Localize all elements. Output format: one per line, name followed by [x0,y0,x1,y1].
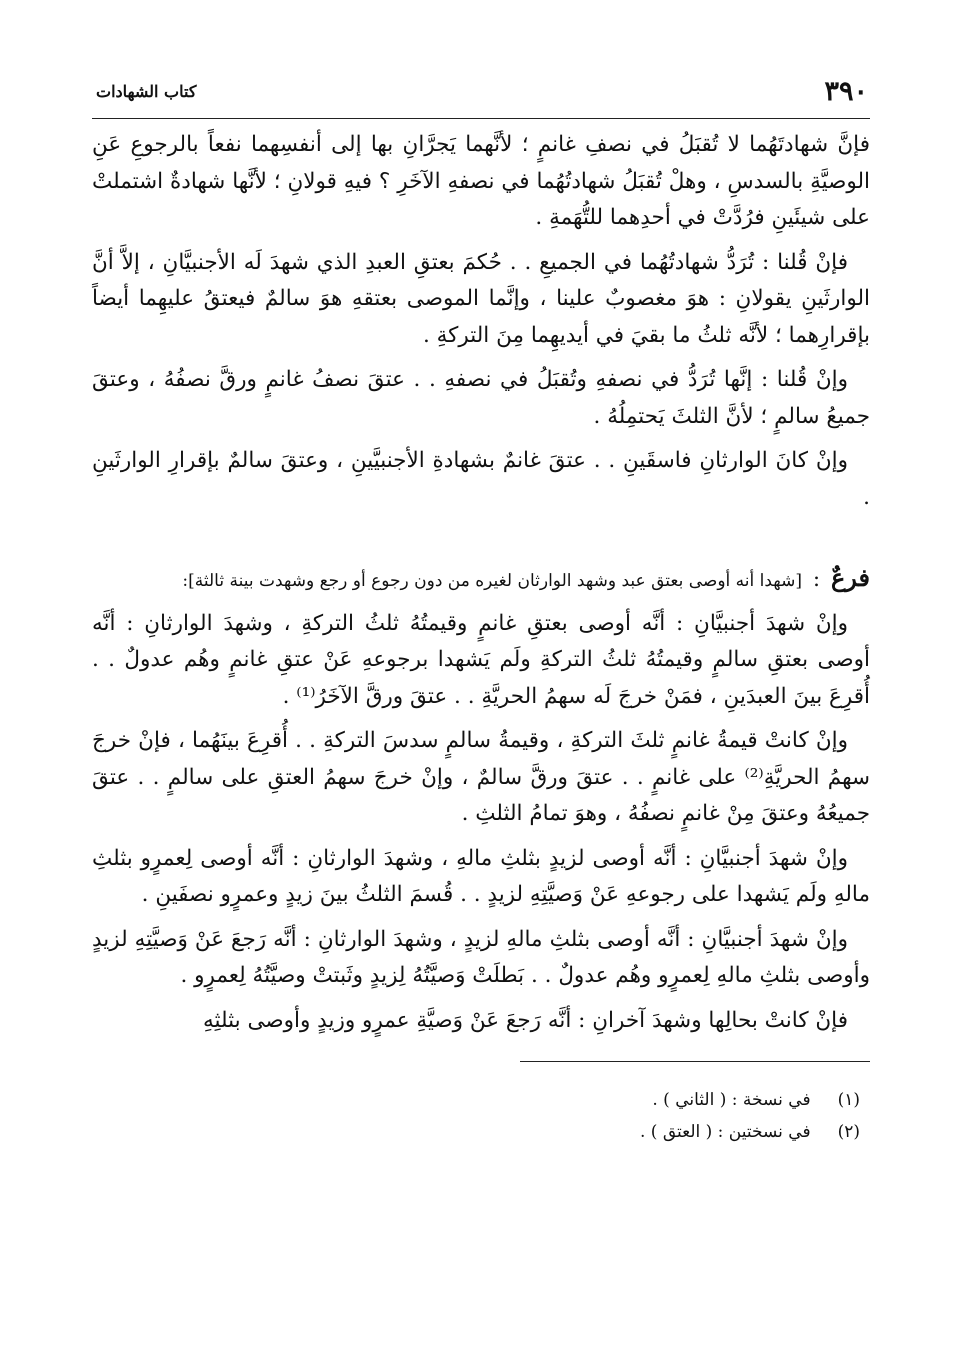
branch-label: فرعٌ [830,563,870,592]
page-header [92,70,870,119]
main-text [92,119,870,1039]
running-title: كتاب الشهادات [96,82,197,101]
footnotes [92,1084,870,1148]
footnote-text: في نسخة : ( الثاني ) . [652,1090,811,1110]
paragraph: وإنْ شهدَ أجنبيَّانِ : أنَّه أوصى بعتقِ غانمٍ وقيمتُهُ ثلثُ التركةِ ، وشهدَ الوارثانِ : أنَّه أوصى بعتقِ سالمٍ وقيمتُهُ ثلثُ التركةِ ولَم يَشهدا برجوعهِ عَنْ عتقِ غانمٍ وهُم عدولٌ . . أُقرِعَ بينَ العبدَينِ ، فمَنْ خرجَ لَه سهمُ الحريَّةِ . . عتقَ ورقَّ الآخَرُ⁽¹⁾ . [92,610,870,709]
paragraph: وإنْ شهدَ أجنبيَّانِ : أنَّه أوصى لزيدٍ بثلثِ مالهِ ، وشهدَ الوارثانِ : أنَّه أوصى لِعمرٍو بثلثِ مالهِ ولَم يَشهدا على رجوعهِ عَنْ وَصيَّتِهِ لزيدٍ . . قُسمَ الثلثُ بينَ زيدٍ وعمرٍو نصفَينِ . [92,845,870,907]
paragraph: فإنَّ شهادتَهُما لا تُقبَلُ في نصفِ غانمٍ ؛ لأنَّهما يَجرَّانِ بها إلى أنفسِهما نفعاً بالرجوعِ عَنِ الوصيَّةِ بالسدسِ ، وهلْ تُقبَلُ شهادتُهُما في نصفهِ الآخَرِ ؟ فيهِ قولانِ ؛ لأنَّها شهادةٌ اشتملتْ على شيئَينِ فرُدَّتْ في أحدِهما للتُّهَمةِ . [92,132,870,230]
branch-heading: [شهدا أنه أوصى بعتق عبد وشهد الوارثان لغيره من دون رجوع أو رجع وشهدت بينة ثالثة]: [182,571,803,591]
paragraph: فإنْ كانتْ بحالِها وشهدَ آخرانِ : أنَّه رَجعَ عَنْ وَصيَّةِ عمرٍو وزيدٍ وأوصى بثلثِهِ [203,1007,848,1033]
paragraph: وإنْ قُلنا : إنَّها تُرَدُّ في نصفهِ وتُقبَلُ في نصفهِ . . عتقَ نصفُ غانمٍ ورقَّ نصفُهُ ، وعتقَ جميعُ سالمٍ ؛ لأنَّ الثلثَ يَحتمِلُهُ . [92,367,870,429]
footnote [92,1084,860,1116]
footnote-number: (٢) [837,1122,860,1142]
branch-colon: : [812,567,821,592]
paragraph: فإنْ قُلنا : تُرَدُّ شهادتُهُما في الجميعِ . . حُكمَ بعتقِ العبدِ الذي شهدَ لَه الأجنبيَّانِ ، إلاَّ أنَّ الوارثَينِ يقولانِ : هوَ مغصوبٌ علينا ، وإنَّما الموصى بعتقهِ هوَ سالمٌ فيعتقُ عليهِما أيضاً بإقرارِهما ؛ لأنَّه ثلثُ ما بقيَ في أيديهِما مِنَ التركةِ . [92,249,870,348]
page-number: ٣٩٠ [824,76,868,107]
paragraph: وإنْ كانَ الوارثانِ فاسقَينِ . . عتقَ غانمٌ بشهادةِ الأجنبيَّينِ ، وعتقَ سالمٌ بإقرارِ الوارثَينِ . [92,448,870,510]
footnote-number: (١) [837,1090,860,1110]
paragraph: وإنْ شهدَ أجنبيَّانِ : أنَّه أوصى بثلثِ مالهِ لزيدٍ ، وشهدَ الوارثانِ : أنَّه رَجعَ عَنْ وَصيَّتِهِ لزيدٍ وأوصى بثلثِ مالهِ لِعمرٍو وهُم عدولٌ . . بَطلَتْ وَصيَّتُهُ لِزيدٍ وثَبتتْ وصيَّتُهُ لِعمرٍو . [92,926,870,988]
footnote [92,1116,860,1148]
paragraph: وإنْ كانتْ قيمةُ غانمٍ ثلثَ التركةِ ، وقيمةُ سالمٍ سدسَ التركةِ . . أُقرِعَ بينَهُما ، فإنْ خرجَ سهمُ الحريَّةِ⁽²⁾ على غانمٍ . . عتقَ ورقَّ سالمٌ ، وإنْ خرجَ سهمُ العتقِ على سالمٍ . . عتقَ جميعُهُ وعتقَ مِنْ غانمٍ نصفُهُ ، وهوَ تمامُ الثلثِ . [92,728,871,826]
book-page [92,70,870,1148]
footnote-divider [520,1061,870,1062]
section-heading [92,560,870,600]
footnote-text: في نسختين : ( العتق ) . [639,1122,811,1142]
